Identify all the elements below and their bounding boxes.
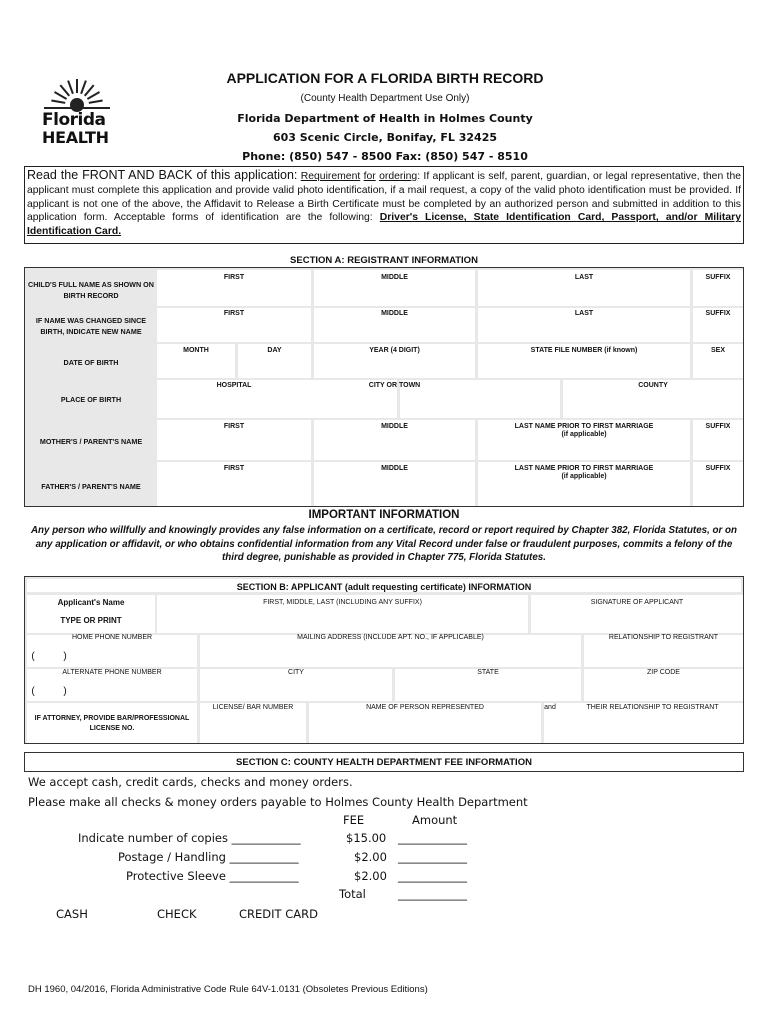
if-applicable-text: (if applicable) (561, 473, 607, 480)
alt-phone-close-paren: ) (63, 686, 67, 697)
attorney-label: IF ATTORNEY, PROVIDE BAR/PROFESSIONAL LICENSE NO. (34, 715, 190, 732)
col-day-label: DAY (267, 347, 282, 354)
col-middle-label: MIDDLE (381, 423, 408, 430)
instructions-lead: Read the FRONT AND BACK of this application: (27, 168, 298, 182)
section-a-title: SECTION A: REGISTRANT INFORMATION (290, 255, 478, 266)
form-subtitle: (County Health Department Use Only) (300, 93, 470, 104)
dob-label: DATE OF BIRTH (63, 358, 119, 367)
important-text: Any person who willfully and knowingly provides any false information on a certificate, record or report required by Chapter 382, Florida Statutes, or on any application or affidavit, or who obtains confidential information from any Vital Record under false or fraudulent purposes, commits a felony of the third degree, punishable as provided in Chapter 775, Florida Statutes. (30, 525, 738, 563)
col-middle-label: MIDDLE (381, 465, 408, 472)
col-last-prior-label (478, 423, 690, 439)
department-address: 603 Scenic Circle, Bonifay, FL 32425 (272, 131, 498, 144)
form-title: APPLICATION FOR A FLORIDA BIRTH RECORD (226, 70, 544, 86)
home-phone-open-paren: ( (31, 651, 35, 662)
child-name-label: CHILD'S FULL NAME AS SHOWN ON BIRTH RECORD (28, 280, 154, 300)
mailing-address-label: MAILING ADDRESS (INCLUDE APT. NO., IF APPLICABLE) (297, 634, 484, 641)
col-state-file-label: STATE FILE NUMBER (if known) (530, 347, 638, 354)
section-b-grid (24, 576, 744, 744)
department-phone: Phone: (850) 547 - 8500 Fax: (850) 547 - 8510 (242, 150, 528, 163)
col-suffix-label: SUFFIX (705, 465, 731, 472)
col-middle-label: MIDDLE (381, 274, 408, 281)
applicant-name-label: Applicant's Name (57, 598, 125, 607)
col-sex-label: SEX (710, 347, 725, 354)
payment-cash-option[interactable]: CASH (56, 907, 88, 921)
total-label: Total (339, 887, 366, 901)
full-name-label: FIRST, MIDDLE, LAST (INCLUDING ANY SUFFIX) (263, 599, 422, 606)
last-prior-text: LAST NAME PRIOR TO FIRST MARRIAGE (514, 423, 654, 430)
col-last-prior-label (478, 465, 690, 481)
col-middle-label: MIDDLE (381, 310, 408, 317)
col-county-label: COUNTY (638, 382, 668, 389)
col-first-label: FIRST (223, 274, 245, 281)
section-c-title: SECTION C: COUNTY HEALTH DEPARTMENT FEE INFORMATION (236, 757, 532, 768)
sleeve-label: Protective Sleeve ____________ (126, 869, 299, 883)
license-label: LICENSE/ BAR NUMBER (212, 704, 294, 711)
postage-fee: $2.00 (354, 850, 387, 864)
department-name: Florida Department of Health in Holmes County (237, 112, 533, 125)
pob-label: PLACE OF BIRTH (60, 395, 122, 404)
col-first-label: FIRST (223, 423, 245, 430)
col-year-label: YEAR (4 DIGIT) (369, 347, 420, 354)
section-a-grid (24, 267, 744, 507)
their-relationship-label: THEIR RELATIONSHIP TO REGISTRANT (586, 704, 719, 711)
alt-phone-label: ALTERNATE PHONE NUMBER (62, 669, 162, 676)
mother-name-label: MOTHER'S / PARENT'S NAME (39, 437, 143, 446)
sleeve-fee: $2.00 (354, 869, 387, 883)
state-label: STATE (477, 669, 499, 676)
relationship-label: RELATIONSHIP TO REGISTRANT (608, 634, 719, 641)
amount-header: Amount (412, 813, 458, 827)
col-first-label: FIRST (223, 310, 245, 317)
col-first-label: FIRST (223, 465, 245, 472)
col-month-label: MONTH (183, 347, 209, 354)
col-suffix-label: SUFFIX (705, 274, 731, 281)
payable-to-text: Please make all checks & money orders payable to Holmes County Health Department (28, 795, 528, 809)
col-suffix-label: SUFFIX (705, 310, 731, 317)
type-or-print-label: TYPE OR PRINT (60, 616, 122, 625)
col-last-label: LAST (574, 274, 594, 281)
instructions-requirement: Requirement (300, 171, 361, 182)
copies-label: Indicate number of copies ____________ (78, 831, 301, 845)
postage-label: Postage / Handling ____________ (118, 850, 299, 864)
instructions-box (24, 166, 744, 244)
col-city-town-label: CITY OR TOWN (368, 382, 421, 389)
form-footer: DH 1960, 04/2016, Florida Administrative Code Rule 64V-1.0131 (Obsoletes Previous Editions) (28, 984, 428, 995)
zip-label: ZIP CODE (647, 669, 680, 676)
instructions-body: : If applicant is self, parent, guardian, or legal representative, then the applicant must complete this application and provide valid photo identification, if a mail request, a copy of the valid photo identification must be provided. If applicant is not one of the above, the Affidavit to Release a Birth Certificate must be completed by an authorized person and submitted in addition to this application form. Acceptable forms of identification are the following: (27, 171, 742, 224)
father-name-label: FATHER'S / PARENT'S NAME (41, 482, 141, 491)
home-phone-label: HOME PHONE NUMBER (71, 634, 153, 641)
signature-label: SIGNATURE OF APPLICANT (590, 599, 684, 606)
payment-credit-card-option[interactable]: CREDIT CARD (239, 907, 318, 921)
last-prior-text: LAST NAME PRIOR TO FIRST MARRIAGE (514, 465, 654, 472)
col-last-label: LAST (574, 310, 594, 317)
col-suffix-label: SUFFIX (705, 423, 731, 430)
important-title: IMPORTANT INFORMATION (308, 509, 460, 521)
instructions-ordering: ordering (379, 171, 418, 182)
logo-wordmark-florida: Florida (42, 110, 106, 130)
copies-fee: $15.00 (346, 831, 387, 845)
sleeve-amount-field[interactable]: ____________ (398, 869, 467, 883)
instructions-id-list: Driver's License, State Identification Card, Passport, and/or Military Identification Card. (27, 212, 741, 238)
instructions-for: for (363, 171, 376, 182)
section-b-title: SECTION B: APPLICANT (adult requesting certificate) INFORMATION (236, 582, 532, 592)
payment-check-option[interactable]: CHECK (157, 907, 197, 921)
home-phone-close-paren: ) (63, 651, 67, 662)
postage-amount-field[interactable]: ____________ (398, 850, 467, 864)
and-label: and (544, 704, 556, 711)
col-hospital-label: HOSPITAL (216, 382, 252, 389)
logo-wordmark-health: HEALTH (42, 128, 109, 147)
payment-accepted-text: We accept cash, credit cards, checks and money orders. (28, 775, 353, 789)
alt-phone-open-paren: ( (31, 686, 35, 697)
person-represented-label: NAME OF PERSON REPRESENTED (366, 704, 484, 711)
name-changed-label: IF NAME WAS CHANGED SINCE BIRTH, INDICATE NEW NAME (35, 316, 147, 336)
if-applicable-text: (if applicable) (561, 431, 607, 438)
fee-header: FEE (343, 813, 365, 827)
total-amount-field[interactable]: ____________ (398, 887, 467, 901)
copies-amount-field[interactable]: ____________ (398, 831, 467, 845)
city-label: CITY (288, 669, 304, 676)
